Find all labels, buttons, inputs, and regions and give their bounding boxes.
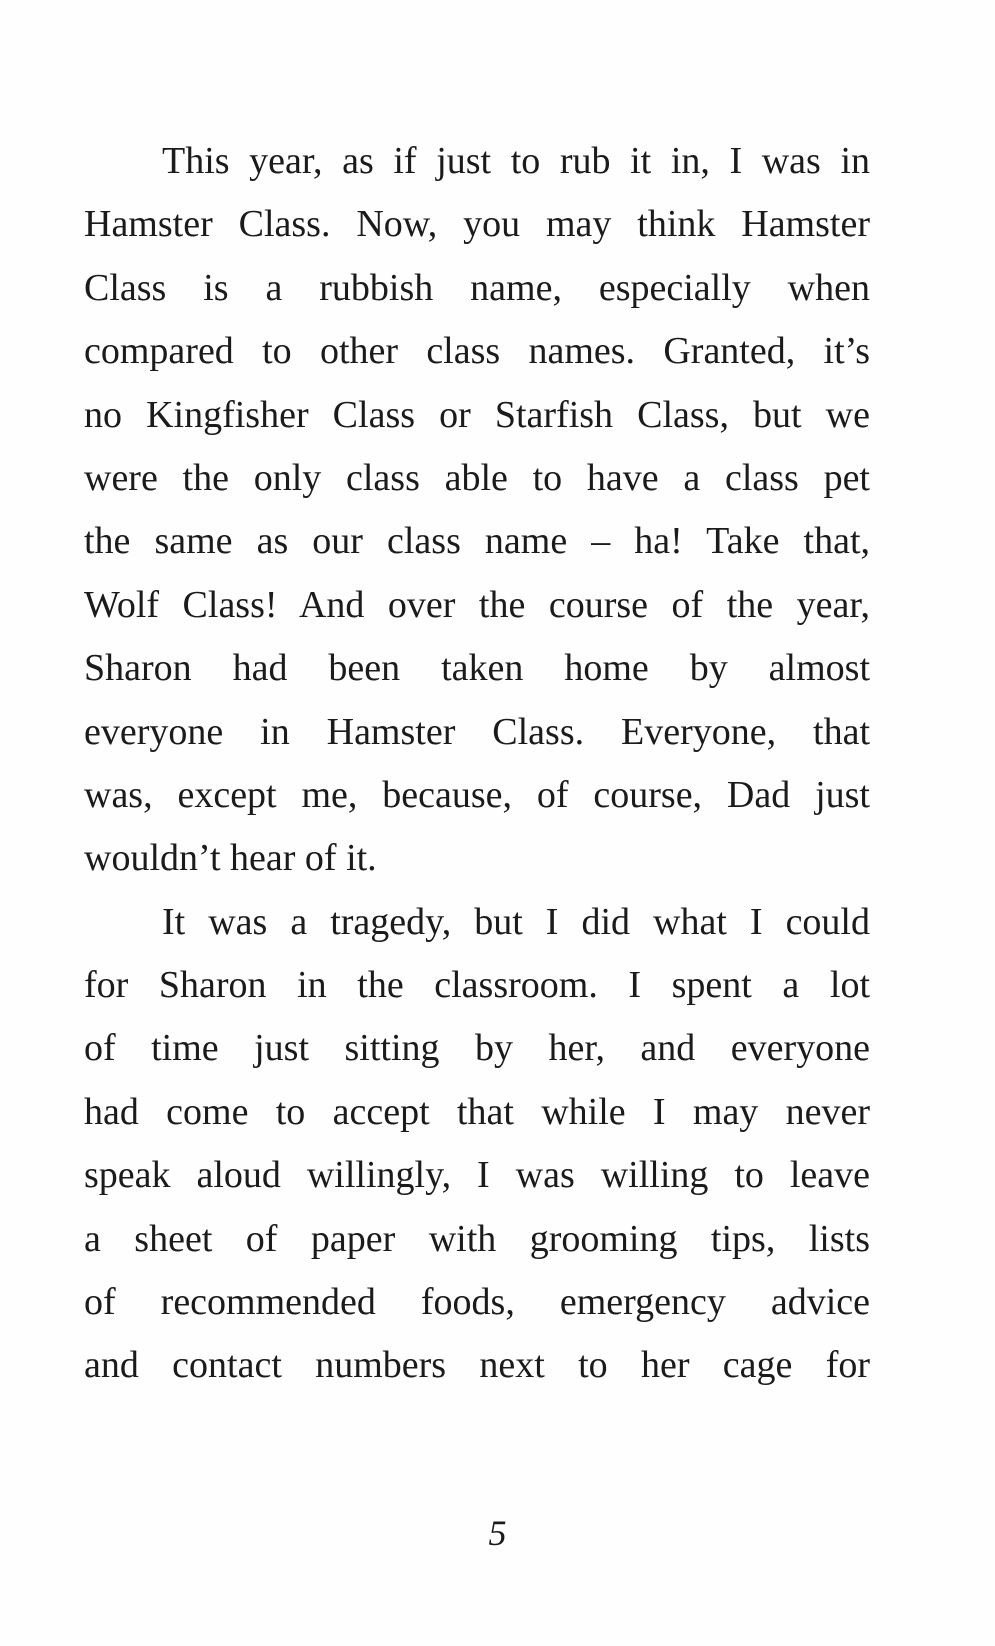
text-line: no Kingfisher Class or Starfish Class, but we [84, 393, 870, 436]
text-line: had come to accept that while I may never [84, 1090, 870, 1133]
text-line: Wolf Class! And over the course of the year, [84, 583, 870, 626]
text-line: Sharon had been taken home by almost [84, 647, 870, 690]
body-text [84, 130, 870, 1398]
text-line: compared to other class names. Granted, it’s [84, 330, 870, 373]
text-line: Hamster Class. Now, you may think Hamster [84, 203, 870, 246]
text-line: This year, as if just to rub it in, I was in [162, 140, 870, 182]
text-line: a sheet of paper with grooming tips, lists [84, 1217, 870, 1260]
text-line: of time just sitting by her, and everyone [84, 1027, 870, 1070]
text-line: It was a tragedy, but I did what I could [162, 900, 870, 943]
text-line: speak aloud willingly, I was willing to leave [84, 1154, 870, 1197]
text-line: everyone in Hamster Class. Everyone, that [84, 710, 870, 753]
text-line: Class is a rubbish name, especially when [84, 266, 870, 309]
page-number: 5 [488, 1513, 507, 1553]
text-line: wouldn’t hear of it. [84, 837, 377, 880]
text-line: was, except me, because, of course, Dad just [84, 773, 870, 816]
text-line: of recommended foods, emergency advice [84, 1281, 870, 1324]
text-line: were the only class able to have a class pet [84, 456, 870, 499]
text-line: the same as our class name – ha! Take that, [84, 520, 870, 563]
text-line: for Sharon in the classroom. I spent a lot [84, 964, 870, 1007]
text-line: and contact numbers next to her cage for [84, 1344, 870, 1387]
